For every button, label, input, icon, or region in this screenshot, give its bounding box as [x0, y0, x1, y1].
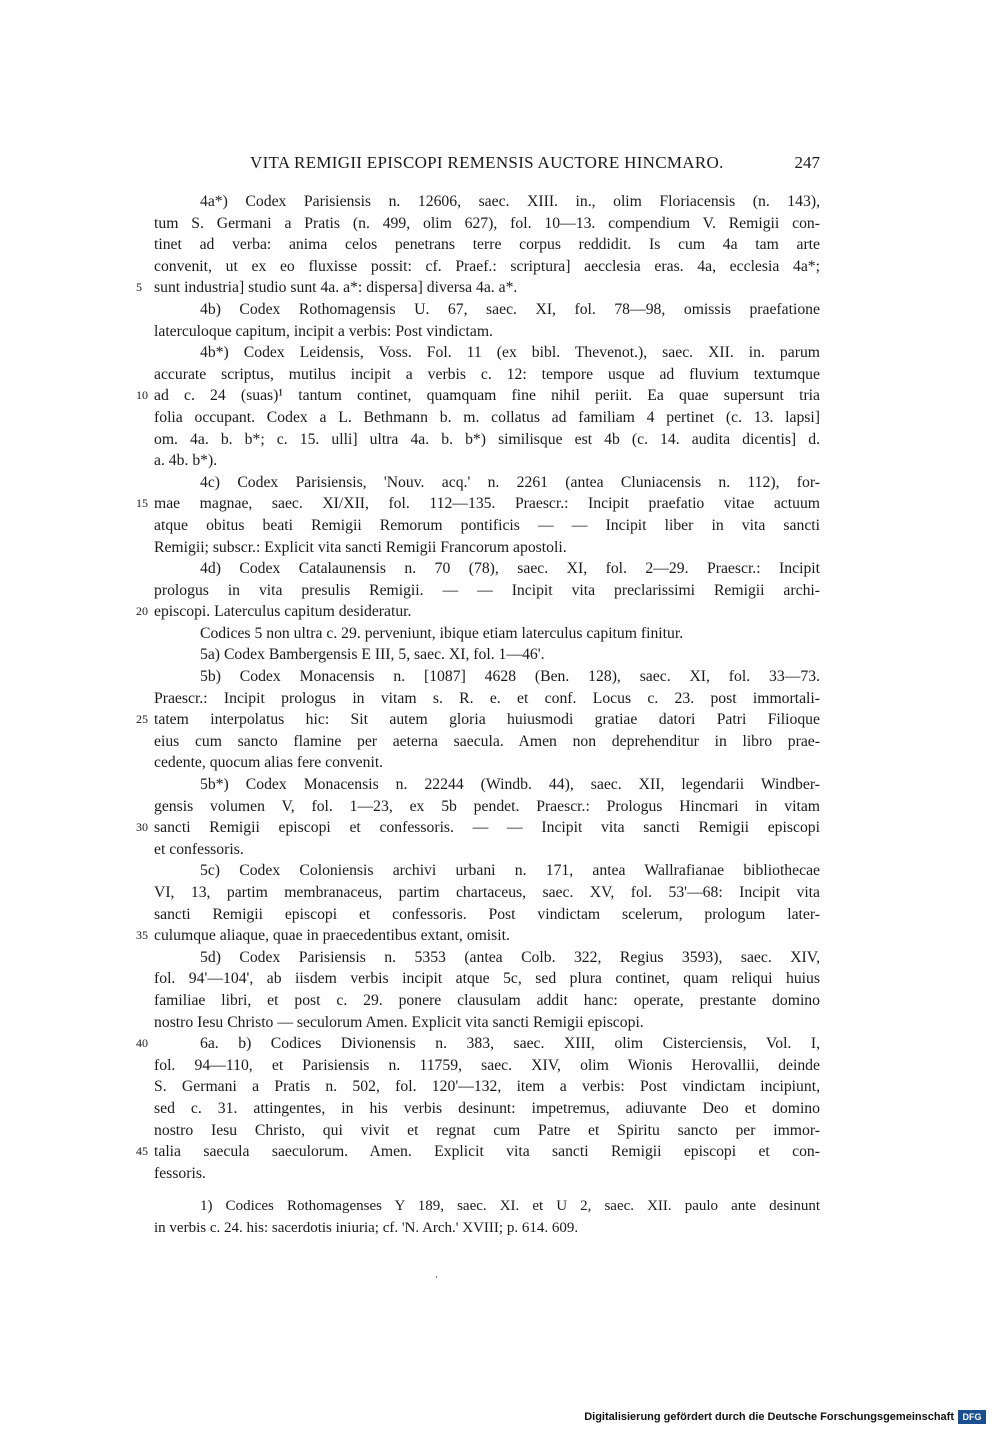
- text-line: [136, 1141, 820, 1163]
- running-title: VITA REMIGII EPISCOPI REMENSIS AUCTORE HINCMARO.: [250, 153, 724, 172]
- text-line: [154, 968, 820, 990]
- text-line: [154, 666, 820, 688]
- line-text: fol. 94'—104', ab iisdem verbis incipit atque 5c, sed plura continet, quam reliqui huius: [154, 970, 820, 988]
- line-text: culumque aliaque, quae in praecedentibus extant, omisit.: [154, 927, 510, 945]
- text-line: [136, 817, 820, 839]
- line-text: accurate scriptus, mutilus incipit a verbis c. 12: tempore usque ad fluvium textumque: [154, 365, 820, 383]
- line-text: tinet ad verba: anima celos penetrans terre corpus reddidit. Is cum 4a tam arte: [154, 236, 820, 254]
- text-line: [154, 1055, 820, 1077]
- line-number: 5: [136, 280, 142, 295]
- line-text: 4a*) Codex Parisiensis n. 12606, saec. XIII. in., olim Floriacensis (n. 143),: [200, 193, 820, 210]
- text-line: [154, 839, 820, 861]
- line-text: prologus in vita presulis Remigii. — — Incipit vita preclarissimi Remigii archi-: [154, 581, 820, 599]
- line-text: 5b*) Codex Monacensis n. 22244 (Windb. 44), saec. XII, legendarii Windber-: [200, 776, 820, 794]
- line-text: nostro Iesu Christo, qui vivit et regnat cum Patre et Spiritu sancto per immor-: [154, 1121, 820, 1139]
- text-line: [136, 277, 820, 299]
- line-number: 15: [136, 496, 148, 511]
- line-text: sancti Remigii episcopi et confessoris. — — Incipit vita sancti Remigii episcopi: [154, 819, 820, 837]
- text-line: [154, 1098, 820, 1120]
- text-line: [154, 1012, 820, 1034]
- line-text: sed c. 31. attingentes, in his verbis desinunt: impetremus, adiuvante Deo et domino: [154, 1099, 820, 1117]
- text-line: [154, 623, 820, 645]
- text-line: [136, 385, 820, 407]
- footnote: [154, 1196, 820, 1239]
- text-line: [154, 990, 820, 1012]
- text-line: [154, 256, 820, 278]
- text-line: [154, 796, 820, 818]
- line-text: cedente, quocum alias fere convenit.: [154, 754, 384, 772]
- line-text: 4c) Codex Parisiensis, 'Nouv. acq.' n. 2261 (antea Cluniacensis n. 112), for-: [200, 473, 820, 491]
- main-text: [136, 191, 820, 1240]
- speck-mark: [436, 1276, 437, 1278]
- text-line: [154, 882, 820, 904]
- credit-text: Digitalisierung gefördert durch die Deutsche Forschungsgemeinschaft: [584, 1411, 954, 1423]
- text-line: [154, 515, 820, 537]
- text-line: [136, 601, 820, 623]
- text-block: [136, 191, 820, 1184]
- footnote-line: [154, 1196, 820, 1218]
- line-text: familiae libri, et post c. 29. ponere clausulam addit hanc: operate, prestante domino: [154, 991, 820, 1009]
- line-text: om. 4a. b. b*; c. 15. ulli] ultra 4a. b. b*) similisque est 4b (c. 14. audita dicentis] d.: [154, 430, 820, 448]
- line-number: 30: [136, 820, 148, 835]
- text-line: [154, 472, 820, 494]
- page-number: 247: [794, 153, 820, 172]
- line-text: Codices 5 non ultra c. 29. perveniunt, ibique etiam laterculus capitum finitur.: [200, 624, 684, 642]
- line-text: laterculoque capitum, incipit a verbis: Post vindictam.: [154, 322, 493, 340]
- running-header: [154, 153, 820, 179]
- text-line: [154, 537, 820, 559]
- line-text: tum S. Germani a Pratis (n. 499, olim 627), fol. 10—13. compendium V. Remigii con-: [154, 214, 820, 232]
- text-line: [154, 342, 820, 364]
- line-text: in verbis c. 24. his: sacerdotis iniuria; cf. 'N. Arch.' XVIII; p. 614. 609.: [154, 1219, 579, 1236]
- line-text: sunt industria] studio sunt 4a. a*: dispersa] diversa 4a. a*.: [154, 279, 518, 297]
- line-number: 20: [136, 604, 148, 619]
- line-text: 4d) Codex Catalaunensis n. 70 (78), saec. XI, fol. 2—29. Praescr.: Incipit: [200, 560, 820, 578]
- line-text: gensis volumen V, fol. 1—23, ex 5b pendet. Praescr.: Prologus Hincmari in vitam: [154, 797, 820, 815]
- line-text: tatem interpolatus hic: Sit autem gloria huiusmodi gratiae datori Patri Filioque: [154, 711, 820, 729]
- line-number: 25: [136, 712, 148, 727]
- line-text: folia occupant. Codex a L. Bethmann b. m. collatus ad familiam 4 pertinet (c. 13. lapsi]: [154, 408, 820, 426]
- line-number: 40: [136, 1036, 148, 1051]
- line-text: 4b*) Codex Leidensis, Voss. Fol. 11 (ex bibl. Thevenot.), saec. XII. in. parum: [200, 344, 820, 362]
- line-text: ad c. 24 (suas)¹ tantum continet, quamquam fine nihil periit. Ea quae supersunt tria: [154, 387, 820, 405]
- text-line: [154, 752, 820, 774]
- footnote-gap: [154, 1184, 820, 1196]
- text-line: [136, 493, 820, 515]
- text-line: [136, 925, 820, 947]
- line-text: 5a) Codex Bambergensis E III, 5, saec. XI, fol. 1—46'.: [200, 646, 545, 664]
- line-text: sancti Remigii episcopi et confessoris. Post vindictam scelerum, prologum later-: [154, 905, 820, 923]
- text-line: [136, 1033, 820, 1055]
- line-text: S. Germani a Pratis n. 502, fol. 120'—132, item a verbis: Post vindictam incipiunt,: [154, 1078, 820, 1096]
- text-line: [154, 731, 820, 753]
- text-line: [154, 213, 820, 235]
- text-line: [154, 580, 820, 602]
- dfg-logo: DFG: [958, 1410, 986, 1424]
- text-line: [154, 558, 820, 580]
- digitization-credit: [584, 1408, 986, 1426]
- line-text: fessoris.: [154, 1164, 206, 1182]
- text-line: [154, 644, 820, 666]
- text-line: [154, 1120, 820, 1142]
- text-line: [154, 947, 820, 969]
- text-line: [154, 904, 820, 926]
- line-number: 10: [136, 388, 148, 403]
- text-line: [154, 774, 820, 796]
- line-text: nostro Iesu Christo — seculorum Amen. Explicit vita sancti Remigii episcopi.: [154, 1013, 644, 1031]
- text-line: [154, 450, 820, 472]
- line-text: 6a. b) Codices Divionensis n. 383, saec. XIII, olim Cisterciensis, Vol. I,: [200, 1035, 820, 1053]
- line-text: 5c) Codex Coloniensis archivi urbani n. 171, antea Wallrafianae bibliothecae: [200, 862, 820, 880]
- line-text: 5d) Codex Parisiensis n. 5353 (antea Colb. 322, Regius 3593), saec. XIV,: [200, 948, 820, 966]
- line-text: et confessoris.: [154, 840, 244, 858]
- footnote-line: [154, 1218, 820, 1240]
- text-line: [154, 688, 820, 710]
- text-line: [154, 321, 820, 343]
- line-text: 4b) Codex Rothomagensis U. 67, saec. XI, fol. 78—98, omissis praefatione: [200, 300, 820, 318]
- line-text: mae magnae, saec. XI/XII, fol. 112—135. Praescr.: Incipit praefatio vitae actuum: [154, 495, 820, 513]
- text-line: [154, 299, 820, 321]
- line-text: Remigii; subscr.: Explicit vita sancti Remigii Francorum apostoli.: [154, 538, 567, 556]
- line-number: 35: [136, 928, 148, 943]
- line-text: talia saecula saeculorum. Amen. Explicit vita sancti Remigii episcopi et con-: [154, 1143, 820, 1161]
- line-text: 5b) Codex Monacensis n. [1087] 4628 (Ben. 128), saec. XI, fol. 33—73.: [200, 668, 820, 686]
- line-text: fol. 94—110, et Parisiensis n. 11759, saec. XIV, olim Wionis Herovallii, deinde: [154, 1056, 820, 1074]
- line-text: a. 4b. b*).: [154, 452, 218, 470]
- line-number: 45: [136, 1144, 148, 1159]
- text-line: [154, 407, 820, 429]
- line-text: Praescr.: Incipit prologus in vitam s. R. e. et conf. Locus c. 23. post immortali-: [154, 689, 820, 707]
- text-line: [154, 234, 820, 256]
- line-text: 1) Codices Rothomagenses Y 189, saec. XI. et U 2, saec. XII. paulo ante desinunt: [200, 1198, 820, 1215]
- line-text: episcopi. Laterculus capitum desideratur.: [154, 603, 412, 621]
- text-line: [154, 1076, 820, 1098]
- text-line: [154, 191, 820, 213]
- text-line: [154, 860, 820, 882]
- text-line: [154, 364, 820, 386]
- text-line: [136, 709, 820, 731]
- text-line: [154, 1163, 820, 1185]
- line-text: eius cum sancto flamine per aeterna saecula. Amen non deprehenditur in libro prae-: [154, 732, 820, 750]
- line-text: atque obitus beati Remigii Remorum pontificis — — Incipit liber in vita sancti: [154, 516, 820, 534]
- line-text: convenit, ut ex eo fluxisse possit: cf. Praef.: scriptura] aecclesia eras. 4a, ecclesia 4a*;: [154, 257, 820, 275]
- line-text: VI, 13, partim membranaceus, partim chartaceus, saec. XV, fol. 53'—68: Incipit vita: [154, 884, 820, 901]
- text-line: [154, 429, 820, 451]
